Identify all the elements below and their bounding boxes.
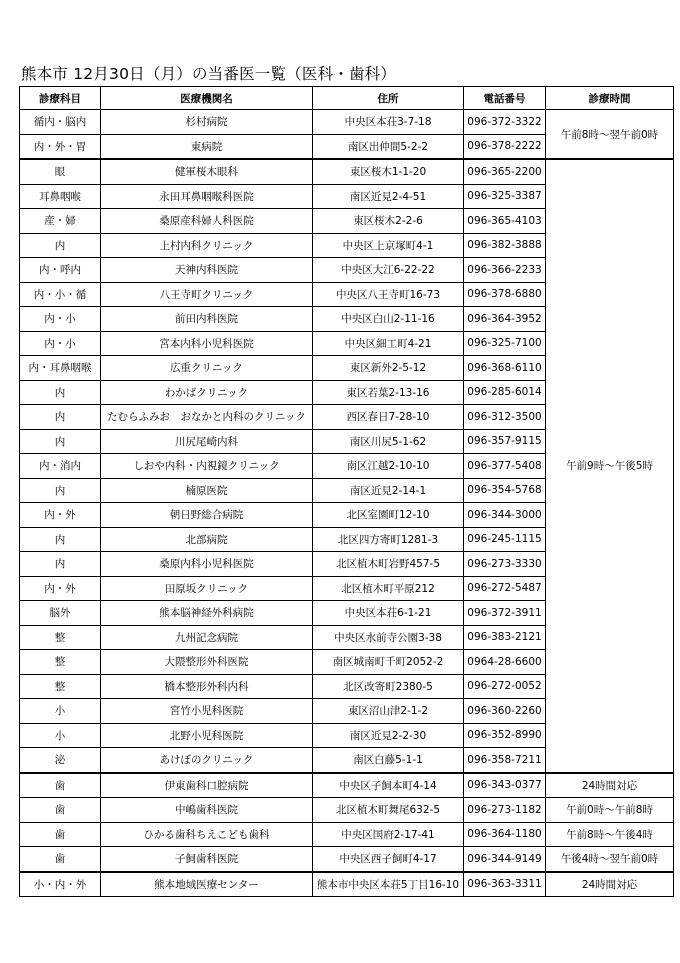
department-cell: 内・外・胃 [20,134,101,159]
department-cell: 脳外 [20,601,101,626]
address-cell: 中央区子飼本町4-14 [313,773,464,798]
phone-cell: 096-273-1182 [464,798,546,823]
department-cell: 内 [20,478,101,503]
department-cell: 整 [20,650,101,675]
phone-cell: 096-344-9149 [464,847,546,872]
department-cell: 眼 [20,159,101,184]
phone-cell: 096-312-3500 [464,405,546,430]
institution-cell: 桑原内科小児科医院 [101,552,313,577]
department-cell: 内 [20,429,101,454]
phone-cell: 096-383-2121 [464,625,546,650]
department-cell: 内 [20,552,101,577]
address-cell: 南区城南町千町2052-2 [313,650,464,675]
phone-cell: 096-372-3911 [464,601,546,626]
department-cell: 内・消内 [20,454,101,479]
hours-cell: 24時間対応 [546,872,674,897]
institution-cell: 北部病院 [101,527,313,552]
address-cell: 南区白藤5-1-1 [313,748,464,773]
hours-cell: 午前8時～午後4時 [546,822,674,847]
institution-cell: あけぼのクリニック [101,748,313,773]
institution-cell: 広重クリニック [101,356,313,381]
address-cell: 東区桜木1-1-20 [313,159,464,184]
address-cell: 北区植木町舞尾632-5 [313,798,464,823]
department-cell: 内 [20,527,101,552]
address-cell: 南区川尻5-1-62 [313,429,464,454]
institution-cell: 九州記念病院 [101,625,313,650]
department-cell: 小・内・外 [20,872,101,897]
phone-cell: 096-372-3322 [464,110,546,135]
institution-cell: 橋本整形外科内科 [101,674,313,699]
address-cell: 東区若葉2-13-16 [313,380,464,405]
department-cell: 泌 [20,748,101,773]
address-cell: 北区植木町平原212 [313,576,464,601]
phone-cell: 096-272-0052 [464,674,546,699]
address-cell: 中央区上京塚町4-1 [313,233,464,258]
address-cell: 中央区水前寺公園3-38 [313,625,464,650]
department-cell: 整 [20,674,101,699]
department-cell: 内・小 [20,307,101,332]
phone-cell: 096-378-6880 [464,282,546,307]
department-cell: 歯 [20,773,101,798]
header-department: 診療科目 [20,87,101,110]
department-cell: 内・耳鼻咽喉 [20,356,101,381]
address-cell: 北区四方寄町1281-3 [313,527,464,552]
phone-cell: 096-358-7211 [464,748,546,773]
department-cell: 小 [20,723,101,748]
institution-cell: 宮竹小児科医院 [101,699,313,724]
department-cell: 産・婦 [20,209,101,234]
department-cell: 内 [20,380,101,405]
table-row [20,847,674,872]
hours-cell: 午前8時～翌午前0時 [546,110,674,160]
department-cell: 歯 [20,822,101,847]
department-cell: 内・呼内 [20,258,101,283]
institution-cell: 北野小児科医院 [101,723,313,748]
phone-cell: 096-354-5768 [464,478,546,503]
duty-doctor-table [19,86,674,897]
address-cell: 中央区八王寺町16-73 [313,282,464,307]
department-cell: 内・小・循 [20,282,101,307]
institution-cell: ひかる歯科ちえこども歯科 [101,822,313,847]
table-row [20,159,674,184]
address-cell: 南区近見2-2-30 [313,723,464,748]
phone-cell: 096-343-0377 [464,773,546,798]
phone-cell: 096-344-3000 [464,503,546,528]
institution-cell: 熊本脳神経外科病院 [101,601,313,626]
phone-cell: 0964-28-6600 [464,650,546,675]
institution-cell: 朝日野総合病院 [101,503,313,528]
institution-cell: しおや内科・内視鏡クリニック [101,454,313,479]
phone-cell: 096-363-3311 [464,872,546,897]
institution-cell: 桑原産科婦人科医院 [101,209,313,234]
institution-cell: 熊本地域医療センター [101,872,313,897]
phone-cell: 096-325-7100 [464,331,546,356]
address-cell: 東区沼山津2-1-2 [313,699,464,724]
address-cell: 中央区本荘3-7-18 [313,110,464,135]
institution-cell: 健軍桜木眼科 [101,159,313,184]
address-cell: 東区桜木2-2-6 [313,209,464,234]
header-phone: 電話番号 [464,87,546,110]
address-cell: 中央区細工町4-21 [313,331,464,356]
table-row [20,798,674,823]
address-cell: 北区室園町12-10 [313,503,464,528]
address-cell: 南区近見2-14-1 [313,478,464,503]
header-address: 住所 [313,87,464,110]
page-title: 熊本市 12月30日（月）の当番医一覧（医科・歯科） [21,65,397,83]
institution-cell: 伊東歯科口腔病院 [101,773,313,798]
institution-cell: 東病院 [101,134,313,159]
address-cell: 中央区本荘6-1-21 [313,601,464,626]
department-cell: 歯 [20,798,101,823]
institution-cell: 宮本内科小児科医院 [101,331,313,356]
phone-cell: 096-272-5487 [464,576,546,601]
table-row [20,822,674,847]
institution-cell: 上村内科クリニック [101,233,313,258]
phone-cell: 096-357-9115 [464,429,546,454]
institution-cell: 大隈整形外科医院 [101,650,313,675]
table-header-row [20,87,674,110]
institution-cell: わかばクリニック [101,380,313,405]
phone-cell: 096-378-2222 [464,134,546,159]
department-cell: 内・外 [20,503,101,528]
table-row [20,110,674,135]
address-cell: 東区新外2-5-12 [313,356,464,381]
address-cell: 南区江越2-10-10 [313,454,464,479]
address-cell: 北区改寄町2380-5 [313,674,464,699]
institution-cell: 前田内科医院 [101,307,313,332]
header-institution: 医療機関名 [101,87,313,110]
institution-cell: 永田耳鼻咽喉科医院 [101,184,313,209]
table-body [20,110,674,897]
phone-cell: 096-365-4103 [464,209,546,234]
address-cell: 南区出仲間5-2-2 [313,134,464,159]
phone-cell: 096-365-2200 [464,159,546,184]
address-cell: 中央区白山2-11-16 [313,307,464,332]
hours-cell: 24時間対応 [546,773,674,798]
table-row [20,872,674,897]
institution-cell: たむらふみお おなかと内科のクリニック [101,405,313,430]
phone-cell: 096-377-5408 [464,454,546,479]
phone-cell: 096-285-6014 [464,380,546,405]
phone-cell: 096-360-2260 [464,699,546,724]
institution-cell: 八王寺町クリニック [101,282,313,307]
address-cell: 中央区国府2-17-41 [313,822,464,847]
institution-cell: 中嶋歯科医院 [101,798,313,823]
table-row [20,773,674,798]
department-cell: 歯 [20,847,101,872]
address-cell: 中央区西子飼町4-17 [313,847,464,872]
department-cell: 耳鼻咽喉 [20,184,101,209]
institution-cell: 杉村病院 [101,110,313,135]
institution-cell: 田原坂クリニック [101,576,313,601]
phone-cell: 096-364-3952 [464,307,546,332]
hours-cell: 午前9時～午後5時 [546,159,674,773]
header-hours: 診療時間 [546,87,674,110]
institution-cell: 川尻尾崎内科 [101,429,313,454]
address-cell: 中央区大江6-22-22 [313,258,464,283]
address-cell: 北区植木町岩野457-5 [313,552,464,577]
phone-cell: 096-352-8990 [464,723,546,748]
address-cell: 西区春日7-28-10 [313,405,464,430]
phone-cell: 096-325-3387 [464,184,546,209]
phone-cell: 096-366-2233 [464,258,546,283]
phone-cell: 096-273-3330 [464,552,546,577]
department-cell: 内・外 [20,576,101,601]
institution-cell: 子飼歯科医院 [101,847,313,872]
phone-cell: 096-364-1180 [464,822,546,847]
department-cell: 循内・脳内 [20,110,101,135]
institution-cell: 天神内科医院 [101,258,313,283]
hours-cell: 午前0時～午前8時 [546,798,674,823]
department-cell: 整 [20,625,101,650]
institution-cell: 楠原医院 [101,478,313,503]
phone-cell: 096-382-3888 [464,233,546,258]
address-cell: 熊本市中央区本荘5丁目16-10 [313,872,464,897]
department-cell: 小 [20,699,101,724]
hours-cell: 午後4時～翌午前0時 [546,847,674,872]
address-cell: 南区近見2-4-51 [313,184,464,209]
phone-cell: 096-368-6110 [464,356,546,381]
department-cell: 内 [20,405,101,430]
department-cell: 内・小 [20,331,101,356]
department-cell: 内 [20,233,101,258]
phone-cell: 096-245-1115 [464,527,546,552]
